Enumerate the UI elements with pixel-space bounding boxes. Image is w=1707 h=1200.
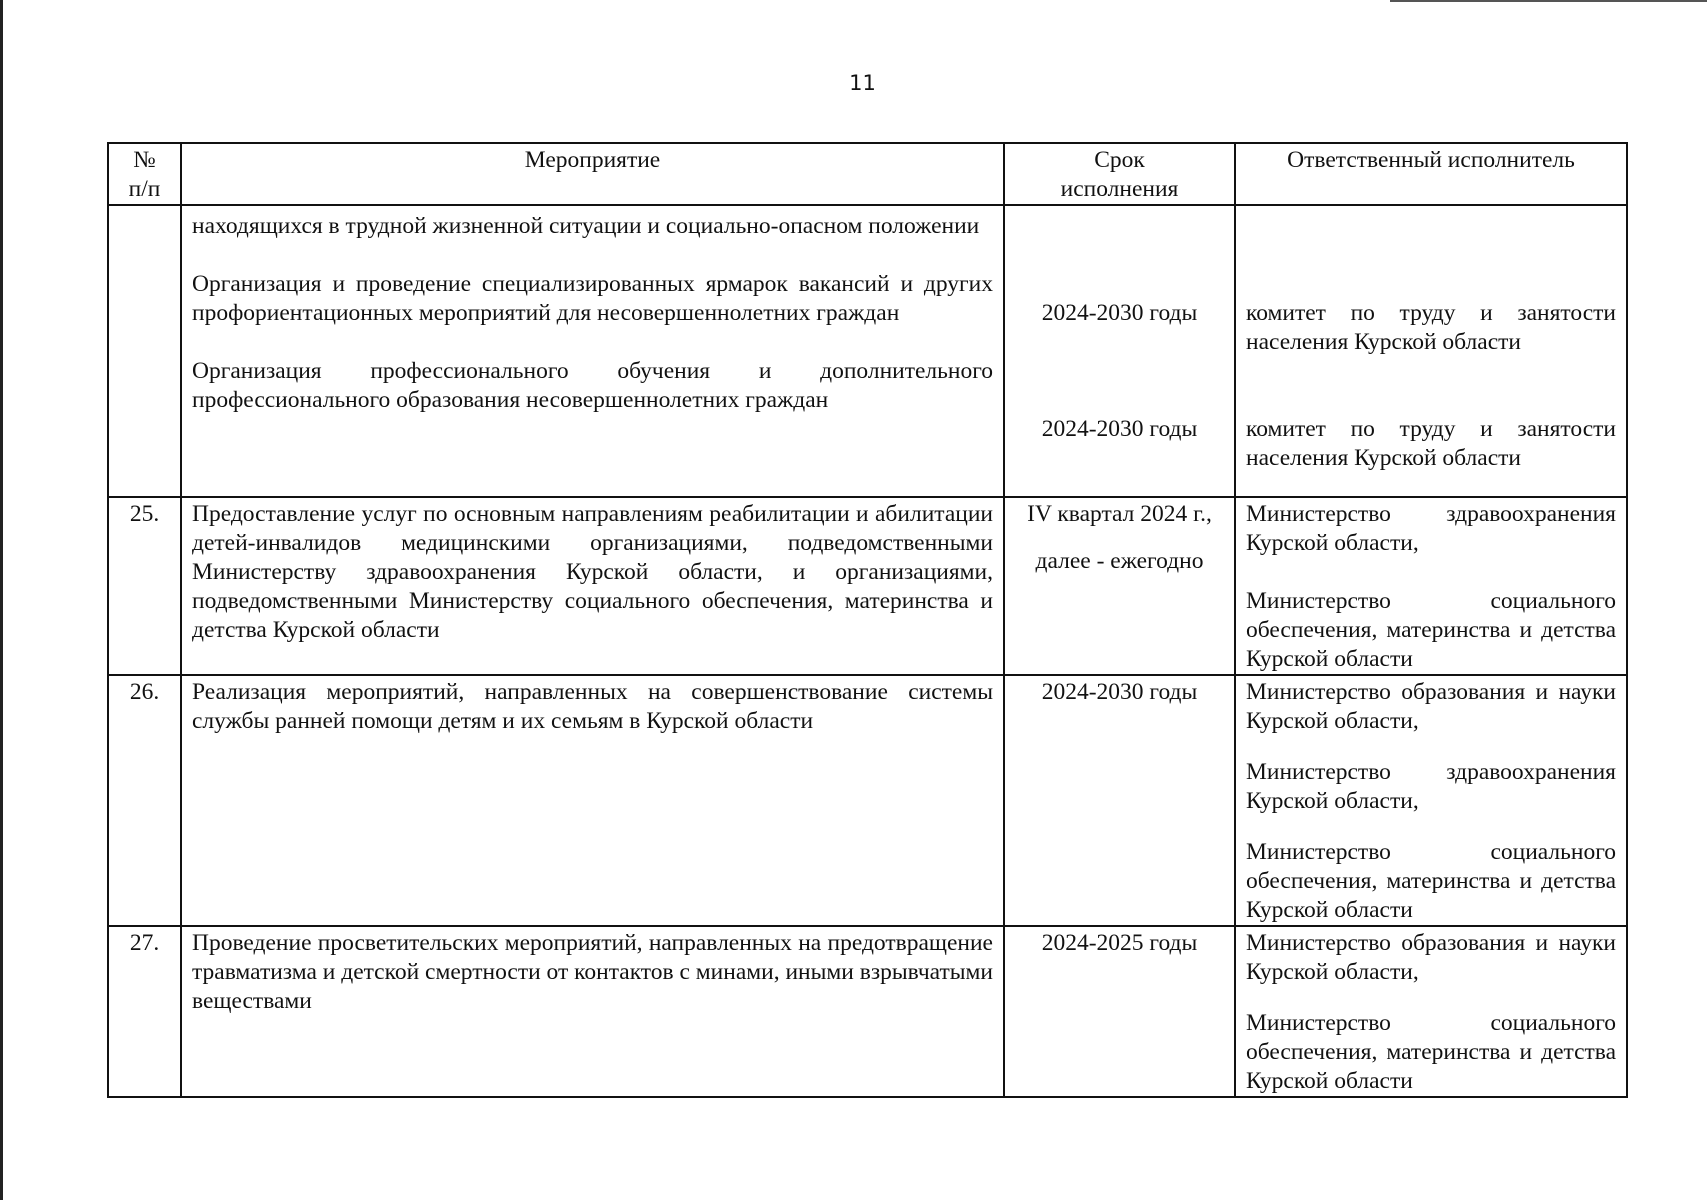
header-term-line2: исполнения: [1060, 176, 1179, 202]
row-event-cell: [181, 497, 1004, 675]
header-number-label: п/п: [128, 176, 161, 202]
header-event-label: Мероприятие: [524, 147, 661, 173]
responsible-text: Министерство социального обеспечения, материнства и детства Курской области: [1246, 588, 1616, 672]
event-text: находящихся в трудной жизненной ситуации и социально-опасном положении: [192, 213, 980, 239]
responsible-text: Министерство социального обеспечения, материнства и детства Курской области: [1246, 1010, 1616, 1094]
row-number: 25.: [108, 497, 181, 675]
table-row-27: [108, 926, 1627, 1097]
term-text: далее - ежегодно: [1035, 548, 1204, 574]
row-event-cell: [181, 205, 1004, 497]
row-responsible-cell: [1235, 497, 1627, 675]
responsible-text: комитет по труду и занятости населения Курской области: [1246, 300, 1616, 355]
responsible-text: Министерство образования и науки Курской области,: [1246, 930, 1616, 985]
responsible-text: Министерство здравоохранения Курской области,: [1246, 501, 1616, 556]
row-responsible-cell: [1235, 675, 1627, 926]
event-text: Реализация мероприятий, направленных на совершенствование системы службы ранней помощи детям и их семьям в Курской области: [192, 679, 993, 734]
row-term-cell: [1004, 205, 1235, 497]
table-row-25: [108, 497, 1627, 675]
event-text: Организация и проведение специализированных ярмарок вакансий и других профориентационных мероприятий для несовершеннолетних граждан: [192, 271, 993, 326]
responsible-text: Министерство образования и науки Курской области,: [1246, 679, 1616, 734]
row-number: 26.: [108, 675, 181, 926]
table-row-26: [108, 675, 1627, 926]
row-responsible-cell: [1235, 926, 1627, 1097]
responsible-text: Министерство здравоохранения Курской области,: [1246, 759, 1616, 814]
header-responsible: [1235, 143, 1627, 205]
term-text: IV квартал 2024 г.,: [1027, 501, 1212, 527]
event-text: Проведение просветительских мероприятий, направленных на предотвращение травматизма и детской смертности от контактов с минами, иными взрывчатыми веществами: [192, 930, 993, 1014]
scan-edge-line: [1390, 0, 1707, 2]
scan-left-edge: [0, 0, 3, 1200]
page-number: 11: [849, 71, 876, 95]
header-term-line1: Срок: [1094, 147, 1145, 173]
table-header-row: [108, 143, 1627, 205]
row-responsible-cell: [1235, 205, 1627, 497]
event-text: Предоставление услуг по основным направлениям реабилитации и абилитации детей-инвалидов медицинскими организациями, подведомственными Министерству здравоохранения Курской области, и организациями, подведомственными Министерству социального обеспечения, материнства и детства Курской области: [192, 501, 993, 643]
row-term-cell: [1004, 497, 1235, 675]
row-term-cell: [1004, 926, 1235, 1097]
row-event-cell: [181, 926, 1004, 1097]
row-number-cell: [108, 205, 181, 497]
action-plan-table: [107, 142, 1628, 1098]
row-event-cell: [181, 675, 1004, 926]
responsible-text: Министерство социального обеспечения, материнства и детства Курской области: [1246, 839, 1616, 923]
responsible-text: комитет по труду и занятости населения Курской области: [1246, 416, 1616, 471]
header-number: [108, 143, 181, 205]
header-number-sign: №: [133, 147, 156, 173]
header-responsible-label: Ответственный исполнитель: [1287, 147, 1575, 173]
event-text: Организация профессионального обучения и дополнительного профессионального образования несовершеннолетних граждан: [192, 358, 993, 413]
term-text: 2024-2030 годы: [1041, 416, 1198, 442]
row-term-cell: [1004, 675, 1235, 926]
header-term: [1004, 143, 1235, 205]
term-text: 2024-2030 годы: [1041, 679, 1198, 705]
term-text: 2024-2030 годы: [1041, 300, 1198, 326]
term-text: 2024-2025 годы: [1041, 930, 1198, 956]
table-row-continuation: [108, 205, 1627, 497]
header-event: [181, 143, 1004, 205]
row-number: 27.: [108, 926, 181, 1097]
